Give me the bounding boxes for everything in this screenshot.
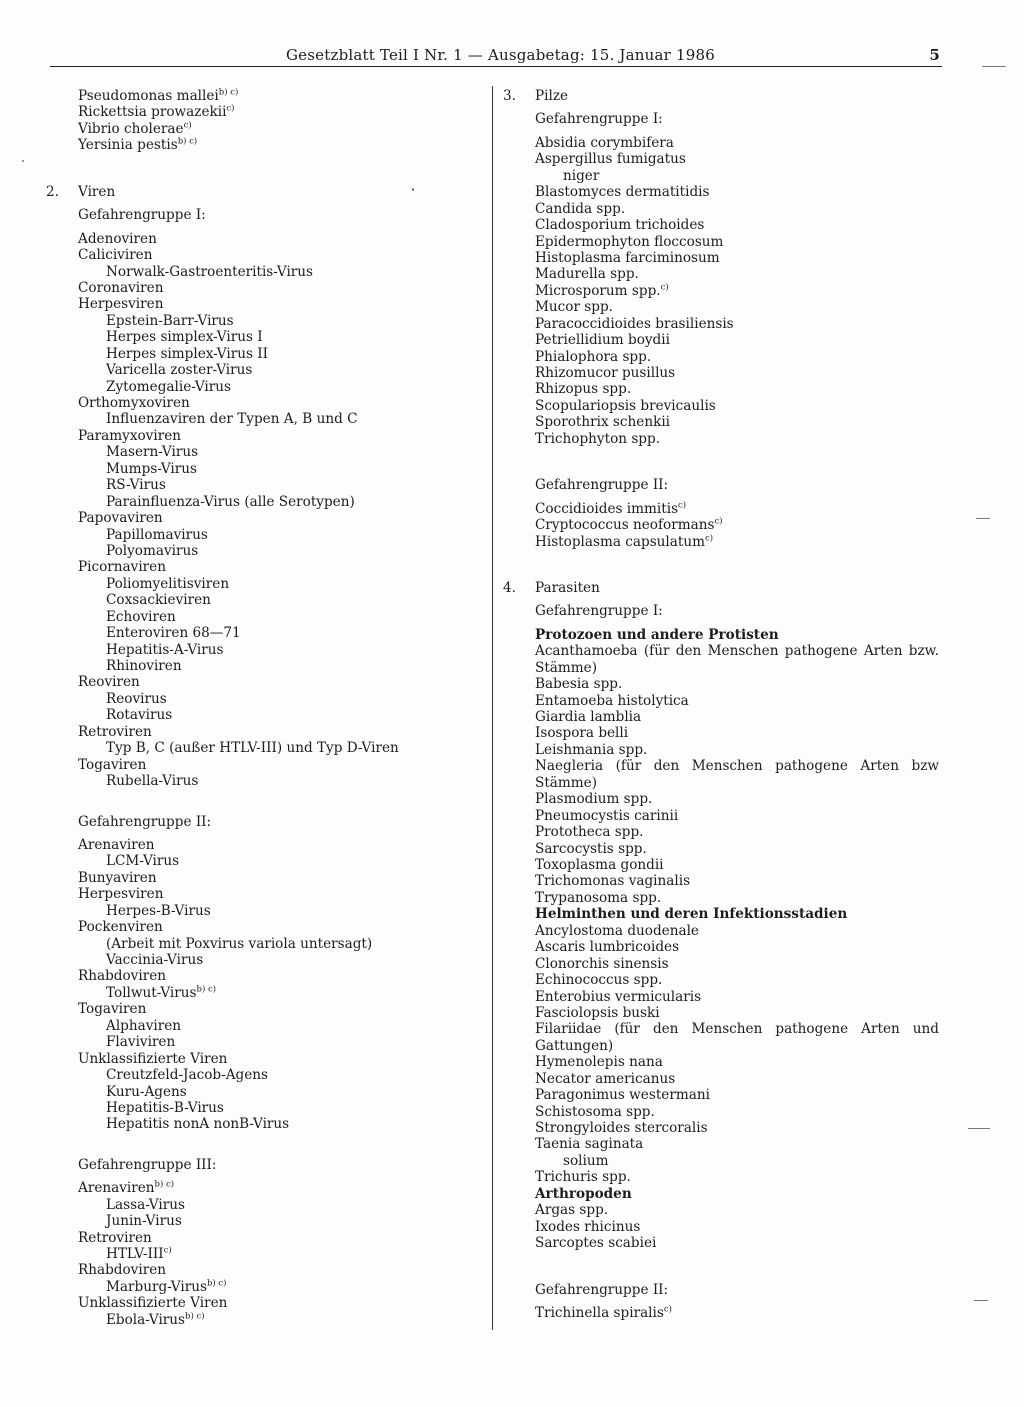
list-item: Masern-Virus (106, 444, 199, 461)
list-item: Poliomyelitisviren (106, 575, 230, 592)
list-item: Vaccinia-Virus (106, 952, 204, 968)
list-item: Paragonimus westermani (535, 1087, 710, 1104)
list-item: Scopulariopsis brevicaulis (535, 397, 716, 414)
list-item: Acanthamoeba (für den Menschen pathogene Arten bzw. Stämme) (535, 643, 939, 676)
list-item: Ancylostoma duodenale (535, 922, 699, 939)
list-item: Hepatitis-A-Virus (106, 641, 224, 658)
subheading-protozoa: Protozoen und andere Protisten (535, 626, 779, 643)
list-item: Babesia spp. (535, 676, 623, 693)
list-item: Echinococcus spp. (535, 972, 663, 989)
list-item: RS-Virus (106, 477, 166, 494)
list-item: Echoviren (106, 608, 176, 625)
scan-speck (974, 1300, 988, 1301)
list-item: Arenaviren$^{b) c)}$ (78, 1179, 175, 1197)
list-item: Bunyaviren (78, 869, 157, 886)
list-item: Reoviren (78, 674, 140, 691)
right-column (503, 88, 939, 1321)
list-item: Yersinia pestis$^{b) c)}$ (78, 136, 198, 154)
list-item: solium (563, 1152, 609, 1169)
page-number: 5 (929, 46, 940, 64)
list-item: Paracoccidioides brasiliensis (535, 315, 734, 332)
list-item: Herpes simplex-Virus II (106, 345, 268, 362)
list-item: Argas spp. (535, 1202, 609, 1219)
list-item: niger (563, 167, 600, 184)
list-item: Petriellidium boydii (535, 332, 670, 349)
list-item: Prototheca spp. (535, 824, 644, 841)
list-item: Lassa-Virus (106, 1196, 185, 1213)
list-item: Phialophora spp. (535, 348, 652, 365)
list-item: Strongyloides stercoralis (535, 1120, 708, 1137)
list-item: Typ B, C (außer HTLV-III) und Typ D-Viren (106, 740, 399, 757)
list-item: Blastomyces dermatitidis (535, 184, 710, 201)
list-item: Unklassifizierte Viren (78, 1050, 228, 1067)
list-item: Rhabdoviren (78, 968, 167, 985)
list-item: Papillomavirus (106, 526, 208, 543)
list-item: Absidia corymbifera (535, 134, 674, 151)
list-item: Schistosoma spp. (535, 1103, 655, 1120)
list-item: Arenaviren (78, 836, 155, 853)
hazard-group-label: Gefahrengruppe I: (78, 207, 206, 224)
list-item: Adenoviren (78, 230, 157, 247)
list-item: Polyomavirus (106, 542, 199, 559)
list-item: Coronaviren (78, 279, 164, 296)
list-item: Cryptococcus neoformans$^{c)}$ (535, 516, 723, 534)
list-item: Sarcocystis spp. (535, 840, 647, 857)
list-item: Leishmania spp. (535, 741, 648, 758)
left-column (46, 88, 466, 1328)
list-item: Junin-Virus (106, 1213, 182, 1230)
list-item: Clonorchis sinensis (535, 955, 669, 972)
list-item: Norwalk-Gastroenteritis-Virus (106, 263, 314, 280)
hazard-group-label: Gefahrengruppe II: (535, 477, 669, 494)
list-item: Cladosporium trichoides (535, 217, 705, 234)
list-item: Aspergillus fumigatus (535, 151, 686, 168)
list-item: Influenzaviren der Typen A, B und C (106, 411, 358, 428)
list-item: Pockenviren (78, 919, 163, 936)
list-item: Tollwut-Virus$^{b) c)}$ (106, 984, 217, 1001)
list-item: Mucor spp. (535, 299, 613, 316)
list-item: Reovirus (106, 690, 167, 707)
section-heading-parasiten: 4. Parasiten (503, 579, 600, 596)
scan-speck (976, 518, 990, 519)
list-item: Rickettsia prowazekii$^{c)}$ (78, 103, 235, 121)
list-item: LCM-Virus (106, 853, 180, 870)
list-item: Candida spp. (535, 200, 626, 217)
list-item: Rhizopus spp. (535, 381, 632, 398)
list-item: Zytomegalie-Virus (106, 378, 232, 395)
list-item: Enterobius vermicularis (535, 988, 702, 1005)
list-item: Picornaviren (78, 559, 166, 576)
list-item: Mumps-Virus (106, 460, 198, 477)
list-item: Pneumocystis carinii (535, 807, 679, 824)
list-item: Necator americanus (535, 1070, 676, 1087)
list-item: Histoplasma capsulatum$^{c)}$ (535, 532, 714, 550)
list-item: Trichinella spiralis$^{c)}$ (535, 1304, 672, 1321)
list-item: Hepatitis-B-Virus (106, 1099, 224, 1116)
list-item: Unklassifizierte Viren (78, 1295, 228, 1312)
list-item: Herpes-B-Virus (106, 902, 211, 919)
list-item: Parainfluenza-Virus (alle Serotypen) (106, 493, 355, 510)
list-item: Retroviren (78, 1229, 152, 1246)
list-item: Enteroviren 68—71 (106, 625, 241, 642)
list-item: Plasmodium spp. (535, 791, 653, 808)
list-item: Ebola-Virus$^{b) c)}$ (106, 1311, 205, 1328)
list-item: HTLV-III$^{c)}$ (106, 1245, 172, 1262)
list-item: Varicella zoster-Virus (106, 362, 253, 379)
subheading-helminths: Helminthen und deren Infektionsstadien (535, 906, 848, 923)
list-item: Entamoeba histolytica (535, 692, 689, 709)
list-item: Rhizomucor pusillus (535, 365, 676, 381)
list-item: Hymenolepis nana (535, 1054, 663, 1071)
list-item: Histoplasma farciminosum (535, 249, 720, 266)
list-item: Herpesviren (78, 296, 164, 313)
list-item: Fasciolopsis buski (535, 1004, 660, 1021)
hazard-group-label: Gefahrengruppe I: (535, 111, 663, 128)
hazard-group-label: Gefahrengruppe III: (78, 1156, 217, 1173)
header-title: Gesetzblatt Teil I Nr. 1 — Ausgabetag: 15. Januar 1986 (286, 46, 715, 64)
list-item: Herpes simplex-Virus I (106, 329, 263, 346)
hazard-group-label: Gefahrengruppe II: (78, 813, 212, 830)
list-item: Togaviren (78, 1001, 147, 1018)
list-item: Creutzfeld-Jacob-Agens (106, 1067, 268, 1084)
list-item: Vibrio cholerae$^{c)}$ (78, 120, 192, 137)
list-item: Alphaviren (106, 1017, 182, 1034)
list-item: Rhabdoviren (78, 1262, 167, 1279)
list-item: Marburg-Virus$^{b) c)}$ (106, 1278, 227, 1295)
list-item: Sporothrix schenkii (535, 414, 671, 431)
list-item: Retroviren (78, 723, 152, 740)
list-item: Madurella spp. (535, 266, 639, 283)
list-item: Naegleria (für den Menschen pathogene Arten bzw Stämme) (535, 758, 939, 791)
list-item: (Arbeit mit Poxvirus variola untersagt) (106, 935, 373, 952)
list-item: Coccidioides immitis$^{c)}$ (535, 500, 687, 517)
list-item: Caliciviren (78, 247, 153, 264)
list-item: Sarcoptes scabiei (535, 1235, 657, 1252)
list-item: Isospora belli (535, 725, 629, 742)
list-item: Taenia saginata (535, 1136, 644, 1153)
scan-speck (982, 66, 1006, 67)
list-item: Trichomonas vaginalis (535, 873, 691, 890)
list-item: Orthomyxoviren (78, 395, 190, 411)
list-item: Papovaviren (78, 510, 163, 527)
list-item: Pseudomonas mallei$^{b) c)}$ (78, 87, 239, 104)
list-item: Paramyxoviren (78, 427, 181, 444)
list-item: Herpesviren (78, 886, 164, 903)
list-item: Giardia lamblia (535, 709, 642, 726)
list-item: Epidermophyton floccosum (535, 233, 724, 250)
column-divider (492, 86, 493, 1330)
scan-speck (22, 160, 24, 162)
list-item: Ixodes rhicinus (535, 1218, 641, 1235)
list-item: Microsporum spp.$^{c)}$ (535, 282, 669, 299)
hazard-group-label: Gefahrengruppe II: (535, 1281, 669, 1298)
list-item: Ascaris lumbricoides (535, 939, 680, 956)
list-item: Trypanosoma spp. (535, 889, 662, 906)
list-item: Toxoplasma gondii (535, 857, 664, 873)
page-header (50, 44, 942, 67)
list-item: Rubella-Virus (106, 773, 199, 790)
section-heading-pilze: 3. Pilze (503, 88, 569, 104)
list-item: Kuru-Agens (106, 1083, 187, 1100)
list-item: Epstein-Barr-Virus (106, 312, 234, 329)
list-item: Hepatitis nonA nonB-Virus (106, 1116, 290, 1133)
list-item: Trichuris spp. (535, 1169, 631, 1186)
list-item: Coxsackieviren (106, 592, 211, 609)
list-item: Togaviren (78, 756, 147, 773)
subheading-arthropods: Arthropoden (535, 1185, 632, 1202)
scan-speck (968, 1128, 990, 1129)
list-item: Filariidae (für den Menschen pathogene Arten und Gattungen) (535, 1021, 939, 1054)
list-item: Flaviviren (106, 1034, 176, 1051)
list-item: Rhinoviren (106, 658, 182, 674)
list-item: Rotavirus (106, 707, 173, 724)
section-heading-viren: 2. Viren (46, 183, 116, 200)
scan-speck (412, 188, 414, 191)
list-item: Trichophyton spp. (535, 430, 661, 447)
hazard-group-label: Gefahrengruppe I: (535, 603, 663, 620)
